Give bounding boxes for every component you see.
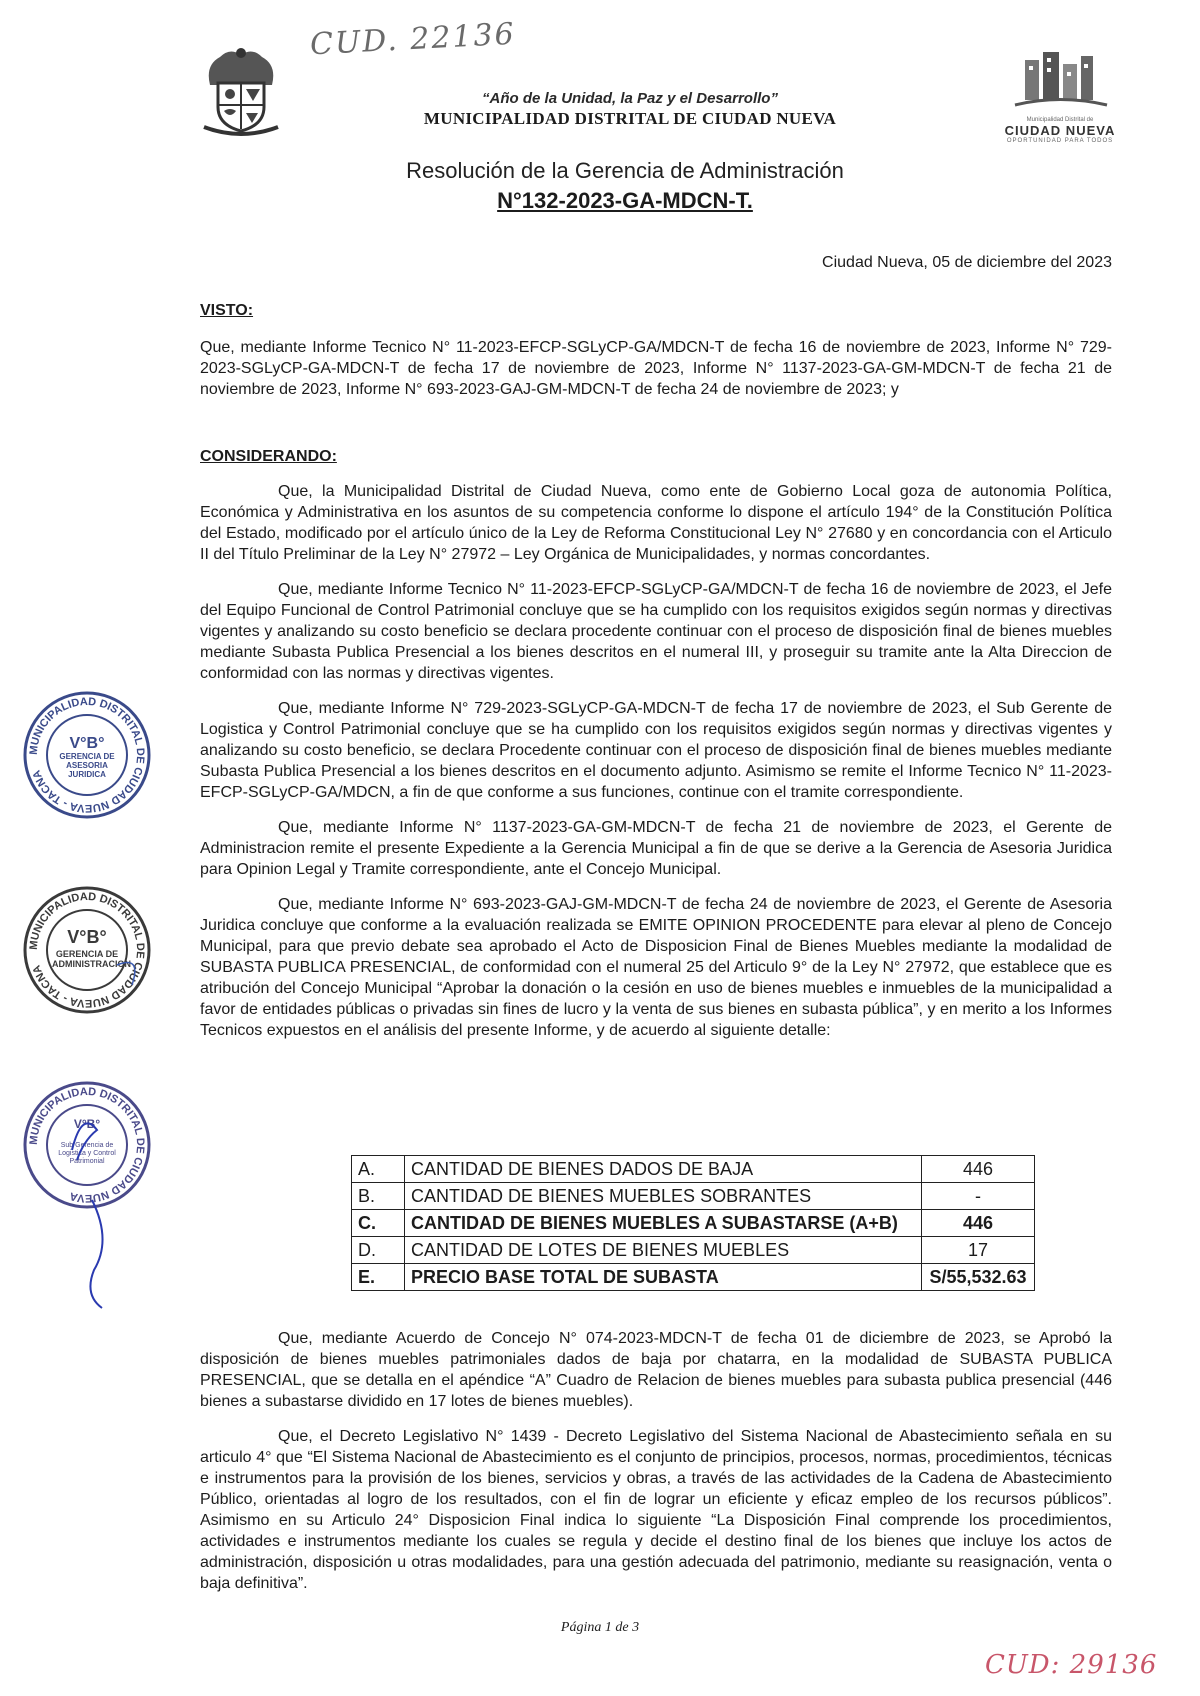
stamp-vb: V°B° <box>67 927 107 947</box>
stamp-vb: V°B° <box>73 1117 101 1131</box>
row-label: CANTIDAD DE BIENES DADOS DE BAJA <box>405 1156 922 1183</box>
row-label: CANTIDAD DE BIENES MUEBLES A SUBASTARSE (A+B) <box>405 1210 922 1237</box>
row-value: 446 <box>922 1156 1035 1183</box>
logo-city-name: CIUDAD NUEVA <box>1004 123 1116 138</box>
visto-section <box>200 300 1112 400</box>
stamp-ring-text: MUNICIPALIDAD DISTRITAL DE CIUDAD NUEVA - TACNA <box>27 695 147 815</box>
considerando-continued <box>200 1328 1112 1594</box>
resolution-number: N°132-2023-GA-MDCN-T. <box>497 188 753 213</box>
row-value: 17 <box>922 1237 1035 1264</box>
logo-tagline: OPORTUNIDAD PARA TODOS <box>1006 138 1114 144</box>
stamp-ring-text: MUNICIPALIDAD DISTRITAL DE CIUDAD NUEVA <box>27 1085 147 1205</box>
stamp-ring-text: MUNICIPALIDAD DISTRITAL DE CIUDAD NUEVA - TACNA <box>27 890 147 1010</box>
municipality-name: MUNICIPALIDAD DISTRITAL DE CIUDAD NUEVA <box>423 109 837 128</box>
row-label: PRECIO BASE TOTAL DE SUBASTA <box>405 1264 922 1291</box>
considerando-section <box>200 446 1112 1041</box>
row-value: 446 <box>922 1210 1035 1237</box>
considerando-heading: CONSIDERANDO: <box>200 448 337 465</box>
stamp-administracion <box>22 885 152 1015</box>
handwritten-cud-top: CUD. 22136 <box>309 16 517 63</box>
paragraph: Que, mediante Informe N° 693-2023-GAJ-GM-MDCN-T de fecha 24 de noviembre de 2023, el Gerente de Asesoria Juridica concluye que conforme a la evaluación realizada se EMITE OPINION PROCEDENTE para elevar al pleno de Concejo Municipal, para que previo debate sea aprobado el Acto de Disposicion Final de Bienes Muebles mediante la modalidad de SUBASTA PUBLICA PRESENCIAL, de conformidad con el numeral 25 del Articulo 9° de la Ley N° 27972, que establece que es atribución del Concejo Municipal “Aprobar la donación o la cesión en uso de bienes muebles e inmuebles de la municipalidad a favor de entidades públicas o privadas sin fines de lucro y la venta de sus bienes en subasta pública”, y en merito a los Informes Tecnicos expuestos en el análisis del presente Informe, y de acuerdo al siguiente detalle: <box>200 896 1112 1039</box>
paragraph: Que, mediante Informe N° 1137-2023-GA-GM-MDCN-T de fecha 21 de noviembre de 2023, el Gerente de Administracion remite el presente Expediente a la Gerencia Municipal a fin de que se derive a la Gerencia de Asesoria Juridica para Opinion Legal y Tramite correspondiente, ante el Concejo Municipal. <box>200 819 1112 878</box>
row-label: CANTIDAD DE BIENES MUEBLES SOBRANTES <box>405 1183 922 1210</box>
table-row <box>352 1237 1035 1264</box>
row-value: - <box>922 1183 1035 1210</box>
row-letter: D. <box>352 1237 405 1264</box>
paragraph: Que, la Municipalidad Distrital de Ciudad Nueva, como ente de Gobierno Local goza de autonomia Política, Económica y Administrativa en los asuntos de su competencia conforme lo dispone el artículo 194° de la Constitución Política del Estado, modificado por el artículo único de la Ley de Reforma Constitucional Ley N° 27680 y en concordancia con el Articulo II del Título Preliminar de la Ley N° 27972 – Ley Orgánica de Municipalidades, y normas concordantes. <box>200 483 1112 563</box>
document-date: Ciudad Nueva, 05 de diciembre del 2023 <box>822 254 1112 271</box>
signature-tail <box>82 1200 122 1310</box>
auction-summary-table <box>351 1155 1035 1291</box>
year-motto: “Año de la Unidad, la Paz y el Desarrollo” <box>482 90 778 107</box>
logo-small-text: Municipalidad Distrital de <box>1026 117 1094 123</box>
row-label: CANTIDAD DE LOTES DE BIENES MUEBLES <box>405 1237 922 1264</box>
row-letter: A. <box>352 1156 405 1183</box>
row-value: S/55,532.63 <box>922 1264 1035 1291</box>
stamp-office: Sub Gerencia de Logistica y Control Patrimonial <box>58 1142 116 1165</box>
row-letter: C. <box>352 1210 405 1237</box>
table-row <box>352 1183 1035 1210</box>
resolution-title: Resolución de la Gerencia de Administración <box>406 158 844 183</box>
paragraph: Que, mediante Informe Tecnico N° 11-2023-EFCP-SGLyCP-GA/MDCN-T de fecha 16 de noviembre de 2023, el Jefe del Equipo Funcional de Control Patrimonial concluye que se ha cumplido con los requisitos exigidos según normas y directivas vigentes y analizando su costo beneficio se declara procedente continuar con el proceso de disposición final de bienes muebles mediante Subasta Publica Presencial a los bienes descritos en el numeral III, y proseguir su tramite ante la Alta Direccion de conformidad con las normas y directivas vigentes. <box>200 581 1112 682</box>
stamp-office: GERENCIA DE ADMINISTRACION <box>52 949 131 969</box>
table-row <box>352 1264 1035 1291</box>
row-letter: E. <box>352 1264 405 1291</box>
stamp-logistica <box>22 1080 152 1210</box>
visto-text: Que, mediante Informe Tecnico N° 11-2023-EFCP-SGLyCP-GA/MDCN-T de fecha 16 de noviembre de 2023, Informe N° 729-2023-SGLyCP-GA-MDCN-T de fecha 17 de noviembre de 2023, Informe N° 1137-2023-GA-GM-MDCN-T de fecha 21 de noviembre de 2023, Informe N° 693-2023-GAJ-GM-MDCN-T de fecha 24 de noviembre de 2023; y <box>200 339 1112 398</box>
stamp-asesoria-juridica <box>22 690 152 820</box>
visto-heading: VISTO: <box>200 302 254 319</box>
ciudad-nueva-logo <box>995 50 1125 145</box>
page-number: Página 1 de 3 <box>560 1620 640 1635</box>
stamp-vb: V°B° <box>69 735 105 752</box>
paragraph: Que, mediante Informe N° 729-2023-SGLyCP-GA-MDCN-T de fecha 17 de noviembre de 2023, el Sub Gerente de Logistica y Control Patrimonial concluye que se ha cumplido con los requisitos exigidos según normas y directivas vigentes y analizando su costo beneficio, se declara Procedente continuar con el proceso de disposición final de bienes muebles mediante Subasta Publica Presencial a los bienes descritos en el documento adjunto. Asimismo se remite el Informe Tecnico N° 11-2023-EFCP-SGLyCP-GA/MDCN, a fin de que conforme a sus funciones, continue con el tramite correspondiente. <box>200 700 1112 801</box>
row-letter: B. <box>352 1183 405 1210</box>
paragraph: Que, el Decreto Legislativo N° 1439 - Decreto Legislativo del Sistema Nacional de Abastecimiento señala en su articulo 4° que “El Sistema Nacional de Abastecimiento es el conjunto de principios, procesos, normas, procedimientos, técnicas e instrumentos para la provisión de los bienes, servicios y obras, a través de las actividades de la Cadena de Abastecimiento Público, orientadas al logro de los resultados, con el fin de lograr un eficiente y eficaz empleo de los recursos públicos”. Asimismo en su Articulo 24° Disposicion Final indica lo siguiente “La Disposición Final comprende los procedimientos, actividades e instrumentos mediante los cuales se regula y decide el destino final de los bienes que incluye los actos de administración, disposición u otras modalidades, para una gestión adecuada del patrimonio, mediante su reasignación, venta o baja definitiva”. <box>200 1428 1112 1592</box>
paragraph: Que, mediante Acuerdo de Concejo N° 074-2023-MDCN-T de fecha 01 de diciembre de 2023, se Aprobó la disposición de bienes muebles patrimoniales dados de baja por chatarra, en la modalidad de SUBASTA PUBLICA PRESENCIAL, que se detalla en el apéndice “A” Cuadro de Relacion de bienes muebles para subasta publica presencial (446 bienes a subastarse dividido en 17 lotes de bienes muebles). <box>200 1330 1112 1410</box>
table-row <box>352 1210 1035 1237</box>
stamp-office: GERENCIA DE ASESORIA JURIDICA <box>59 752 115 779</box>
city-skyline-icon <box>995 50 1125 112</box>
handwritten-cud-bottom: CUD: 29136 <box>985 1650 1158 1680</box>
municipal-crest-icon <box>200 45 282 137</box>
table-row <box>352 1156 1035 1183</box>
